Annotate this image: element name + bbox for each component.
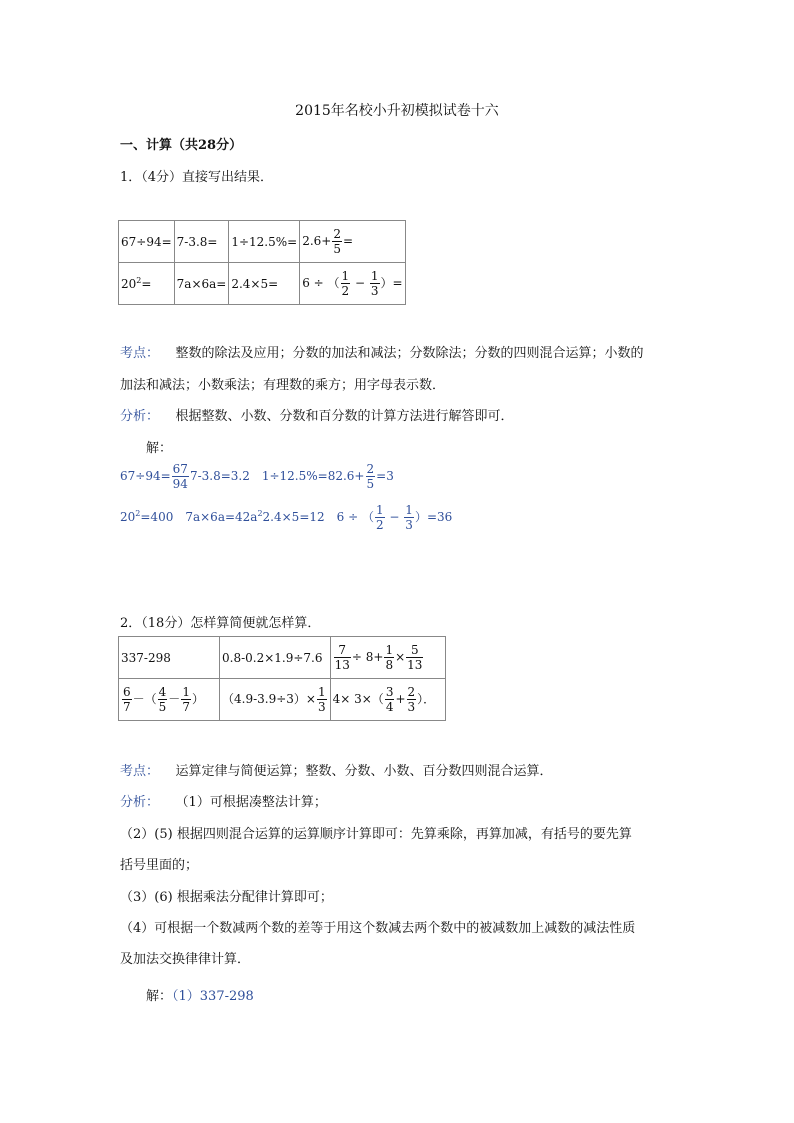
kaodian-1: 考点： 整数的除法及应用；分数的加法和减法；分数除法；分数的四则混合运算；小数的 — [120, 346, 644, 361]
jie-2: 解：（1）337-298 — [146, 989, 254, 1004]
question-2-table — [118, 636, 446, 721]
cell: 2.6+ $\frac{2}{5}$ = — [300, 221, 405, 263]
answer-1-line2: $20^2=400$ $7a\times 6a=42a^22.4\times 5=12$ 6 ÷ （ $\frac{1}{2}$ − $\frac{1}{3}$ ）=36 — [120, 503, 453, 532]
cell: $20^2=$ — [119, 263, 175, 305]
cell: $\frac{7}{13}$ ÷ 8+ $\frac{1}{8}$ × $\frac{5}{13}$ — [330, 637, 445, 679]
cell: 67÷94= — [119, 221, 175, 263]
fenxi-2: 分析： （1）可根据凑整法计算； — [120, 795, 327, 810]
answer-1-line1: 67÷94= $\frac{67}{94}$ 7-3.8=3.2 1÷12.5%=82.6+ $\frac{2}{5}$ =3 — [120, 462, 394, 491]
fenxi-2-line6: 及加法交换律律计算． — [120, 952, 251, 967]
cell: （4.9-3.9÷3）× $\frac{1}{3}$ — [220, 679, 331, 721]
cell: 4× 3×（ $\frac{3}{4}$ + $\frac{2}{3}$ ）． — [330, 679, 445, 721]
kaodian-1-line2: 加法和减法；小数乘法；有理数的乘方；用字母表示数． — [120, 378, 446, 393]
question-1-heading: 1．（4分）直接写出结果． — [120, 170, 274, 185]
fenxi-2-line5: （4）可根据一个数减两个数的差等于用这个数减去两个数中的被减数加上减数的减法性质 — [120, 921, 636, 936]
section-heading: 一、计算（共28分） — [120, 138, 243, 153]
cell: 7a×6a= — [174, 263, 229, 305]
fenxi-2-line4: （3）(6) 根据乘法分配律计算即可； — [120, 890, 333, 905]
fenxi-2-line2: （2）(5) 根据四则混合运算的运算顺序计算即可：先算乘除，再算加减，有括号的要先算 — [120, 827, 632, 842]
kaodian-2: 考点： 运算定律与简便运算；整数、分数、小数、百分数四则混合运算． — [120, 764, 553, 779]
cell: 6 ÷ （ $\frac{1}{2}$ − $\frac{1}{3}$ ）= — [300, 263, 405, 305]
fenxi-1: 分析： 根据整数、小数、分数和百分数的计算方法进行解答即可． — [120, 409, 514, 424]
cell: 7-3.8= — [174, 221, 229, 263]
question-2-heading: 2．（18分）怎样算简便就怎样算． — [120, 616, 321, 631]
page-title: 2015年名校小升初模拟试卷十六 — [295, 103, 499, 119]
cell: 0.8-0.2×1.9÷7.6 — [220, 637, 331, 679]
fenxi-2-line3: 括号里面的； — [120, 858, 199, 873]
cell: $\frac{6}{7}$ －（ $\frac{4}{5}$ － $\frac{1}{7}$ ） — [119, 679, 220, 721]
cell: 337-298 — [119, 637, 220, 679]
cell: 2.4×5= — [229, 263, 300, 305]
jie-1-label: 解： — [146, 441, 173, 456]
cell: 1÷12.5%= — [229, 221, 300, 263]
question-1-table — [118, 220, 406, 305]
